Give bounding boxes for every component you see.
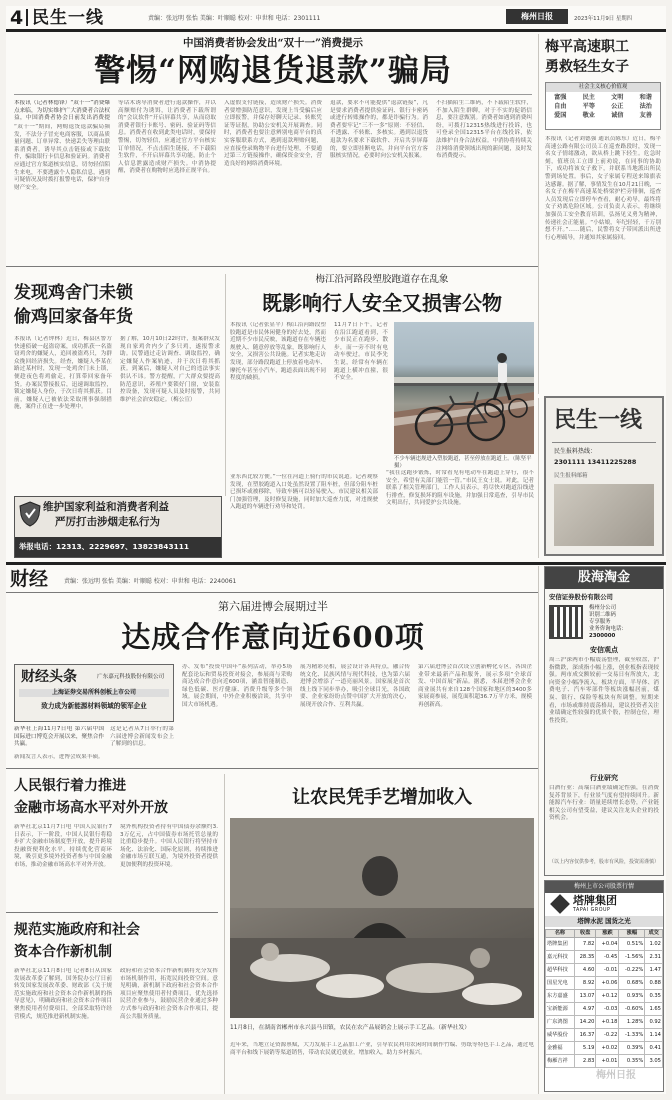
craft-body: 近年来，当地立足资源禀赋，大力发展手工艺品加工产业，引导农民利用农闲时间制作竹编、剪纸等特色手工艺品，通过电商平台和线下展销等渠道销售，带动农民就近就业，增加收入，助力乡村振兴。 <box>230 1042 534 1056</box>
sponsor-line-3: 致力成为新能源材料领域的领军企业 <box>41 702 147 710</box>
finance-lead: 新华社上海11月7日电 第六届中国国际进口博览会开展以来，聚焦合作共赢。 <box>14 726 104 748</box>
value-word: 文明 <box>611 94 624 101</box>
table-cell: 4.60 <box>574 964 596 977</box>
right-story-body: 本报讯（记者刘德强 通讯员陈东）近日，梅平高速公路有限公司员工在巡查路段时，发现一名女子情绪激动，欲从桥上跳下轻生。危急时刻，值班员工立即上前劝说，在同事的协助下，成功将该女子救下，并联系当地派出所民警到场处置。事后，女子家属专程送来锦旗表达感谢。据了解，事情发生在10月21日晚，一名女子在梅平高速某处桥梁护栏旁徘徊，巡查人员发现后立即停车查看，耐心劝导，最终将女子劝离危险区域。公司负责人表示，将继续加强员工安全教育培训，弘扬见义勇为精神，传递社会正能量。“小姑娘，年纪轻轻，千万别想不开。”……随后，民警将女子带回派出所进行心理疏导，并通知其家属接回。 <box>545 136 661 241</box>
craft-photo <box>230 818 534 1018</box>
table-cell: 0.92 <box>645 1016 663 1029</box>
minsheng-note: 民生报料邮箱 <box>554 473 588 479</box>
broker-name: 安信证券股份有限公司 <box>549 593 613 601</box>
gov-story <box>14 918 218 1094</box>
table-cell: 0.93% <box>619 990 645 1003</box>
industry-title: 行业研究 <box>590 774 618 782</box>
masthead <box>6 6 666 30</box>
table-row <box>546 990 663 1003</box>
paper-name: 梅州日报 <box>506 9 568 24</box>
table-cell: 1.14 <box>645 1029 663 1042</box>
table-cell: -1.33% <box>619 1029 645 1042</box>
values-grid <box>546 92 660 120</box>
table-cell: 东方嘉盛 <box>546 990 575 1003</box>
minsheng-box <box>544 396 664 556</box>
plank-headline: 既影响行人安全又损害公物 <box>262 291 502 315</box>
top-story-body-5: 不扫描陌生二维码，不下载陌生软件，不加入陌生群聊，对于不实的促销信息，要注意甄别。消费者如遇到消费纠纷，可拨打12315热线进行投诉，也可登录全国12315平台在线投诉，依法维护自身合法权益。中消协将持续关注网络消费领域出现的新问题，及时发布消费提示。 <box>436 100 532 160</box>
table-cell: 0.88 <box>645 977 663 990</box>
table-cell: 14.20 <box>574 1016 596 1029</box>
page-number: 4 <box>10 7 24 29</box>
table-cell: 国星光电 <box>546 977 575 990</box>
value-word: 法治 <box>639 103 652 110</box>
finance-body-2: 这是记者从7日举行的第六届进博会新闻发布会上了解到的信息。 <box>110 726 174 748</box>
table-cell: 2.83 <box>574 1055 596 1068</box>
plank-kicker: 梅江沿河路段塑胶跑道存在乱象 <box>315 274 449 285</box>
qr-code-icon <box>549 605 583 639</box>
bank-headline-2: 金融市场高水平对外开放 <box>14 800 168 816</box>
table-cell: 超华科技 <box>546 964 575 977</box>
table-cell: -0.60% <box>619 1003 645 1016</box>
top-story-body-3: 入虚假支付链接，造成财产损失。消费者要增强防范意识，发现上当受骗后应立即报警，并保存好聊天记录、转账凭证等证据，协助公安机关开展调查。同时，消费者也要注意辨别电商平台的真实客服联系方式，遇到退款理赔问题，应直接登录购物平台进行处理，不要通过第三方链接操作，确保资金安全，营造良好的网络消费环境。 <box>224 100 322 167</box>
finance-column-title: 财经头条 <box>21 669 77 685</box>
finance-body-1: 新闻发言人表示，进博会成果丰硕。 <box>14 754 104 760</box>
table-cell: 16.37 <box>574 1029 596 1042</box>
table-cell: -0.22 <box>596 1029 619 1042</box>
value-word: 友善 <box>639 112 652 119</box>
plank-body-4: “我在这跑步锻炼，时常看见有电动车在跑道上穿行，很不安全，希望有关部门能管一管。”市民王女士说。对此，记者联系了相关管理部门，工作人员表示，将尽快对跑道沿线进行排查，修复损坏的阻车设施，并加强日常巡查，引导市民文明出行，共同爱护公共设施。 <box>386 470 534 507</box>
values-title: 社会主义核心价值观 <box>546 83 660 92</box>
table-row <box>546 938 663 951</box>
broker-line: 业务咨询电话： <box>589 626 627 632</box>
finance-editor-line: 责编：张远明 张怡 美编：叶顺聪 校对：申世和 电话：2240061 <box>64 578 237 585</box>
value-word: 公正 <box>611 103 624 110</box>
stock-table-body <box>546 938 663 1068</box>
minsheng-photo <box>554 484 654 546</box>
chicken-body-1: 本报讯（记者钟林）近日，梅县区警方快速侦破一起盗窃案，成功抓获一名盗窃鸡舍的嫌疑人，追回被盗鸡只，为群众挽回经济损失。经查，嫌疑人李某在路过某村时，发现一处鸡舍门未上锁，便趁夜色将鸡偷走，打算带回家备年货。办案民警接报后，迅速调取监控，锁定嫌疑人身份，于次日将其抓获。目前，嫌疑人已被依法采取刑事强制措施，案件正在进一步处理中。 <box>14 336 112 411</box>
top-story-lead: 本报讯（记者林德锋）“双十一”消费爆点来临，为切实维护广大消费者合法权益，中国消费者协会日前发出消费提 <box>14 100 110 122</box>
plank-body-3: 业东西比较方便。”一位在河道上骑行的市民说道。记者观察发现，在塑胶跑道入口处虽然设置了阻车桩，但部分阻车桩已损坏或被移除，导致车辆可以轻易驶入。市民建议相关部门加强管理，及时修复设施，同时加大巡查力度，对违规驶入跑道的车辆进行劝导和处罚。 <box>230 474 378 511</box>
gov-body-2: 政府和社会资本合作新机制将充分发挥市场机制作用，拓宽民间投资空间。意见明确，新机制下政府和社会资本合作项目应聚焦使用者付费项目，优先选择民营企业参与，鼓励民营企业通过多种方式参与政府和社会资本合作项目，提高公共服务质量。 <box>120 968 218 1020</box>
table-cell: 5.19 <box>574 1042 596 1055</box>
table-cell: -0.01 <box>596 964 619 977</box>
value-word: 敬业 <box>582 112 595 119</box>
value-word: 诚信 <box>611 112 624 119</box>
plank-body-2: 11月7日下午，记者在沿江跑道看到，不少市民正在跑步、散步，而一旁不时有电动车驶过。市民李先生说，经常有车辆在跑道上横冲直撞，很不安全。 <box>334 322 388 382</box>
value-word: 自由 <box>554 103 567 110</box>
table-cell: 广东鸿图 <box>546 1016 575 1029</box>
newspaper-page <box>6 6 666 1094</box>
finance-section-title: 财经 <box>10 568 49 590</box>
table-cell: -0.03 <box>596 1003 619 1016</box>
sponsor-name: 广东嘉元科技股份有限公司 <box>97 674 165 680</box>
gov-body-1: 新华社北京11月8日电 记者8日从国家发展改革委了解到，国务院办公厅日前转发国家发展改革委、财政部《关于规范实施政府和社会资本合作新机制的指导意见》，明确政府和社会资本合作项目聚焦使用者付费项目，全部采取特许经营模式，规范推进新机制实施。 <box>14 968 112 1020</box>
banner-line-1: 维护国家利益和消费者利益 <box>43 501 169 513</box>
plank-story <box>230 274 534 558</box>
banner-line-2: 严厉打击涉烟走私行为 <box>55 516 160 528</box>
right-story <box>543 36 663 394</box>
right-story-headline-2: 勇救轻生女子 <box>545 59 629 75</box>
table-cell: -0.45 <box>596 951 619 964</box>
table-cell: 宝新能源 <box>546 1003 575 1016</box>
table-cell: 梅雁吉祥 <box>546 1055 575 1068</box>
minsheng-hotline-label: 民生报料热线： <box>554 448 597 455</box>
table-cell: 1.65 <box>645 1003 663 1016</box>
quote-panel-title: 梅州上市公司股票行情 <box>545 881 663 893</box>
table-row <box>546 1029 663 1042</box>
broker-line: 梅州分公司 <box>589 605 616 611</box>
table-cell: 28.35 <box>574 951 596 964</box>
table-cell: 1.02 <box>645 938 663 951</box>
value-word: 民主 <box>582 94 595 101</box>
table-cell: 金雅福 <box>546 1042 575 1055</box>
table-cell: 1.28% <box>619 1016 645 1029</box>
gov-headline-2: 资本合作新机制 <box>14 944 112 960</box>
bank-body-2: 境外机构投资者持有中国债券余额约3.3万亿元，占中国债券市场托管总量的比重稳步提升。中国人民银行将坚持市场化、法治化、国际化原则，持续推进金融市场互联互通，为境外投资者提供更加便利的投资环境。 <box>120 824 218 868</box>
finance-kicker: 第六届进博会展期过半 <box>218 600 328 613</box>
table-cell: 2.31 <box>645 951 663 964</box>
stock-table <box>545 929 663 1068</box>
top-story-body-1: “双十一”期间，网购退货退款骗局频发，不法分子冒充电商客服，以商品质量问题、订单异常、快递丢失等理由联系消费者，诱导其点击链接或下载软件，骗取银行卡信息和验证码。消费者应通过官方渠道核实信息，切勿轻信陌生来电，不要透露个人隐私信息，遇到可疑情况及时拨打报警电话，保护自身财产安全。 <box>14 124 110 191</box>
stock-box <box>544 566 664 876</box>
table-cell: 4.97 <box>574 1003 596 1016</box>
plank-body-1: 本报讯（记者张显平）梅江沿河路段塑胶跑道是市民休闲健身的好去处，然而近期不少市民反映，该跑道存在车辆违规驶入、随意停放等乱象，既影响行人安全，又损害公共设施。记者实地走访发现，部分路段跑道上停放着电动车、摩托车甚至小汽车，跑道表面出现不同程度的破损。 <box>230 322 326 382</box>
table-cell: 0.41 <box>645 1042 663 1055</box>
table-row <box>546 977 663 990</box>
finance-body-4: 展为精彩亮相，展会设计各具特点，融合传统文化、民族风情与现代科技，也为第六届进博会增添了一道亮丽风景。国家展是首次线上线下同步举办，吸引全球目光，各国政要、企业家纷纷点赞中国扩大开放的决心，展现开放合作、互利共赢。 <box>300 664 410 708</box>
table-cell: 3.05 <box>645 1055 663 1068</box>
col-header: 涨幅 <box>619 930 645 938</box>
table-row <box>546 951 663 964</box>
top-story-headline: 警惕“网购退货退款”骗局 <box>94 53 452 89</box>
craft-caption: 11月8日，在湖南省郴州市永兴县马田镇，农民在农产品展销会上展示手工艺品。（新华社发） <box>230 1025 471 1031</box>
col-header: 涨跌 <box>596 930 619 938</box>
plank-photo <box>394 322 534 454</box>
banner-hotline: 举报电话：12313、2229697、13823843111 <box>15 537 222 557</box>
values-box <box>545 82 661 130</box>
right-story-headline-1: 梅平高速职工 <box>545 39 629 55</box>
table-cell: 0.39% <box>619 1042 645 1055</box>
stock-quote-panel <box>544 880 664 1092</box>
table-cell: -0.22% <box>619 964 645 977</box>
table-cell: +0.01 <box>596 1055 619 1068</box>
value-word: 和谐 <box>639 94 652 101</box>
stock-box-title: 股海淘金 <box>545 567 663 589</box>
broker-line: 识别二维码 <box>589 612 616 618</box>
plank-caption: 不少车辆违规进入塑胶跑道，甚至停放在跑道上。（陈坚平 摄） <box>394 456 532 469</box>
date-line: 2023年11月9日 星期四 <box>574 16 633 22</box>
chicken-story <box>14 274 220 494</box>
table-cell: 7.82 <box>574 938 596 951</box>
ad-company: 塔牌集团 <box>573 894 617 907</box>
editor-line: 责编：张远明 张怡 美编：叶顺聪 校对：申世和 电话：2301111 <box>148 15 321 22</box>
table-cell: 0.35 <box>645 990 663 1003</box>
chicken-body-2: 据了解，10月10日22时许，报案群众发现自家鸡舍内少了多只鸡，遂报警求助。民警通过走访调查、调取监控，确定嫌疑人作案轨迹，并于次日将其抓获。到案后，嫌疑人对自己的违法事实供认不讳。警方提醒，广大群众要提高防范意识，养殖户要锁好门窗，安装监控设备，发现可疑人员及时报警，共同维护社会治安稳定。（梅公宣） <box>120 336 220 403</box>
table-row <box>546 964 663 977</box>
stock-disclaimer: （以上内容仅供参考，股市有风险，投资需谨慎） <box>549 859 660 865</box>
craft-story <box>230 774 534 1094</box>
col-header: 成交 <box>645 930 663 938</box>
value-word: 平等 <box>582 103 595 110</box>
top-story <box>14 36 532 264</box>
table-cell: +0.18 <box>596 1016 619 1029</box>
table-cell: +0.02 <box>596 1042 619 1055</box>
table-cell: 嘉元科技 <box>546 951 575 964</box>
stock-view-body: 周三沪深两市小幅震荡整理，截至收盘，沪指微跌，深成指小幅上涨，创业板指表现较强。两市成交额较前一交易日有所放大，北向资金小幅净流入。板块方面，半导体、消费电子、汽车零部件等板块涨幅居前，煤炭、银行、保险等板块有所调整。短期来看，市场或维持震荡格局，建议投资者关注业绩确定性较强的优质个股，控制仓位，理性投资。 <box>549 657 659 724</box>
table-cell: 0.68% <box>619 977 645 990</box>
top-story-body-2: 等话术诱导消费者进行退款操作，并以高额赔付为诱饵，让消费者下载所谓的“会议软件”开启屏幕共享，从而窃取消费者银行卡账号、密码、验证码等信息。消费者在收到此类电话时，要保持警惕，切勿轻信，应通过官方平台核实订单情况，不点击陌生链接，不下载陌生软件，不开启屏幕共享功能，防止个人信息泄露造成财产损失。中消协提醒，消费者在购物时应选择正规平台。 <box>118 100 216 175</box>
tapai-logo-icon <box>550 894 570 914</box>
bank-story <box>14 774 218 910</box>
stock-table-header <box>546 930 663 938</box>
table-row <box>546 1003 663 1016</box>
table-cell: -1.56% <box>619 951 645 964</box>
table-cell: 威华股份 <box>546 1029 575 1042</box>
broker-line: 专享服务 <box>589 619 611 625</box>
craft-headline: 让农民凭手艺增加收入 <box>292 787 472 808</box>
minsheng-hotline: 2301111 13411225288 <box>554 458 637 466</box>
table-cell: 0.35% <box>619 1055 645 1068</box>
finance-column-box <box>14 664 174 722</box>
finance-body-3: 办、发布“投资中国年”系列活动，举办5场配套论坛和贸易投资对接会，参展商与采购商达成合作意向近600项，涵盖智能制造、绿色低碳、医疗健康、消费升级等多个领域。展会期间，中外企业积极洽谈，共享中国大市场机遇。 <box>182 664 292 708</box>
col-header: 收盘 <box>574 930 596 938</box>
gov-headline-1: 规范实施政府和社会 <box>14 922 140 938</box>
ad-slogan: 塔牌水泥 国货之光 <box>545 916 663 927</box>
table-cell: 塔牌集团 <box>546 938 575 951</box>
chicken-headline-2: 偷鸡回家备年货 <box>14 307 133 327</box>
table-row <box>546 1042 663 1055</box>
anti-smuggling-banner <box>14 496 222 558</box>
sponsor-line-2: 上海证券交易所科创板上市公司 <box>19 689 169 697</box>
table-cell: +0.06 <box>596 977 619 990</box>
table-cell: 13.07 <box>574 990 596 1003</box>
industry-body: 白酒行业：高端白酒业绩确定性强，在消费复苏背景下，行业景气度有望持续回升。新能源汽车行业：销量延续增长态势，产业链相关公司有望受益，建议关注龙头企业的投资机会。 <box>549 785 659 822</box>
top-story-kicker: 中国消费者协会发出“双十一”消费提示 <box>182 37 364 49</box>
table-row <box>546 1016 663 1029</box>
bicycle-photo-illustration <box>394 322 534 454</box>
watermark: 梅州日报 <box>596 1070 636 1081</box>
table-cell: +0.12 <box>596 990 619 1003</box>
stock-section-title: 安信观点 <box>590 646 618 654</box>
table-cell: 1.47 <box>645 964 663 977</box>
chicken-headline-1: 发现鸡舍门未锁 <box>14 283 133 303</box>
broker-line: 2300000 <box>589 633 616 639</box>
col-header: 名称 <box>546 930 575 938</box>
table-cell: +0.04 <box>596 938 619 951</box>
bank-body-1: 新华社北京11月7日电 中国人民银行7日表示，下一阶段，中国人民银行将稳步扩大金融市场制度型开放，提升跨境投融资便利化水平，持续优化营商环境，吸引更多境外投资者参与中国金融市场，推动金融市场高水平对外开放。 <box>14 824 112 868</box>
value-word: 富强 <box>554 94 567 101</box>
shield-icon <box>19 501 41 527</box>
finance-headline: 达成合作意向近600项 <box>121 620 425 654</box>
section-title: 民生一线 <box>32 8 104 28</box>
bank-headline-1: 人民银行着力推进 <box>14 778 126 794</box>
table-cell: 8.92 <box>574 977 596 990</box>
value-word: 爱国 <box>554 112 567 119</box>
finance-body-5: 第六届进博会首次设立创新孵化专区，各国企业带来最新产品和服务，展示多项“全球首发、中国首展”新品。据悉，本届进博会企业商业展共有来自128个国家和地区的3400多家展商参展，展览面积超36.7万平方米，规模再创新高。 <box>418 664 532 708</box>
craft-photo-illustration <box>230 818 534 1018</box>
table-cell: 0.51% <box>619 938 645 951</box>
ad-company-en: TAPAI GROUP <box>573 908 611 913</box>
minsheng-title: 民生一线 <box>554 407 643 433</box>
top-story-body-4: 退款，要求不可能提供“退款链接”，凡是要求消费者提供验证码、银行卡密码或进行转账操作的，都是诈骗行为。消费者要牢记“三不一多”原则：不轻信、不透露、不转账、多核实。遇到以退货退款为名要求下载软件、开启共享屏幕的，要立即挂断电话，并向平台官方客服核实情况，必要时向公安机关报案。 <box>330 100 428 160</box>
